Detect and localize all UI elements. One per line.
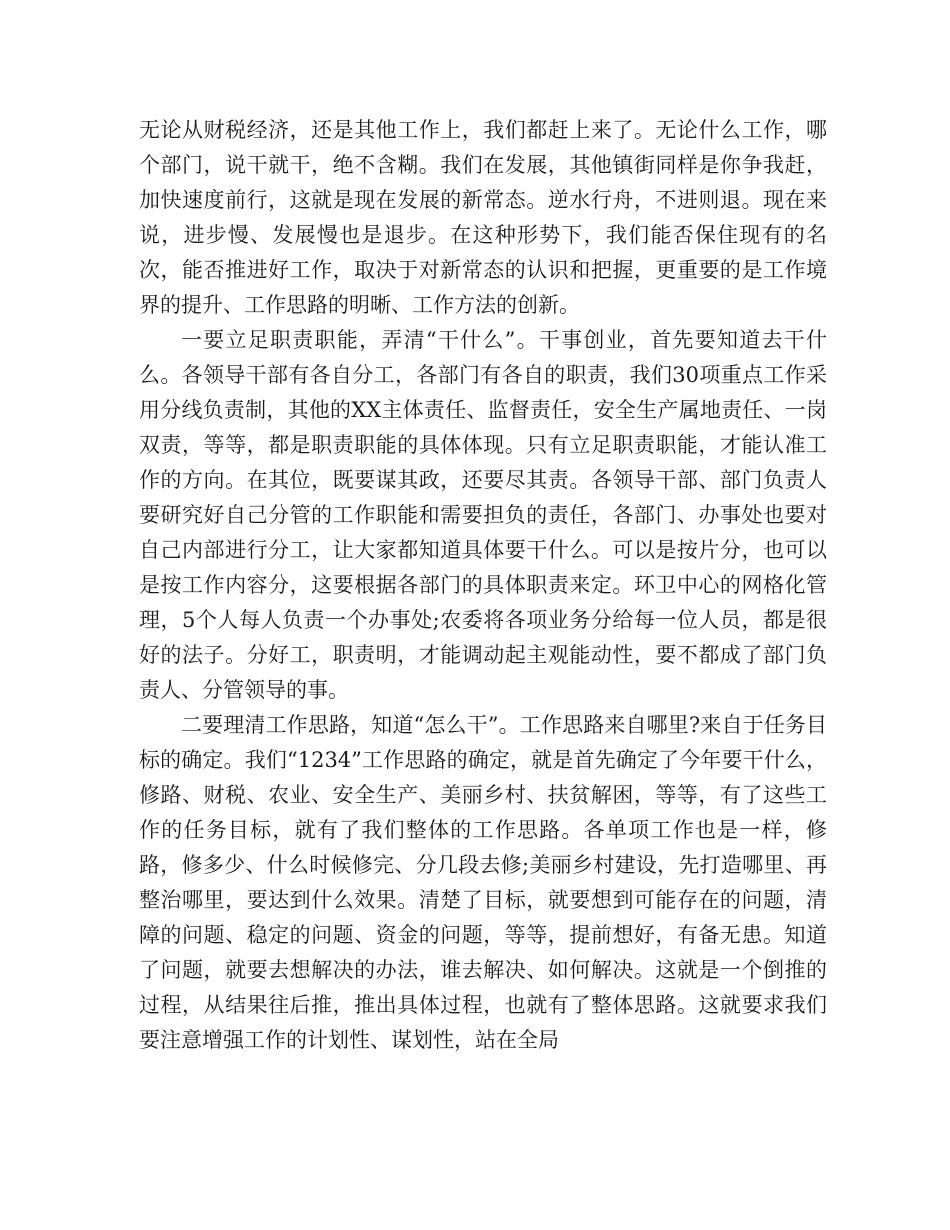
paragraph-point-two: 二要理清工作思路，知道“怎么干”。工作思路来自哪里?来自于任务目标的确定。我们“1234”工作思路的确定，就是首先确定了今年要干什么，修路、财税、农业、安全生产、美丽乡村、扶贫解困，等等，有了这些工作的任务目标，就有了我们整体的工作思路。各单项工作也是一样，修路，修多少、什么时候修完、分几段去修;美丽乡村建设，先打造哪里、再整治哪里，要达到什么效果。清楚了目标，就要想到可能存在的问题，清障的问题、稳定的问题、资金的问题，等等，提前想好，有备无患。知道了问题，就要去想解决的办法，谁去解决、如何解决。这就是一个倒推的过程，从结果往后推，推出具体过程，也就有了整体思路。这就要求我们要注意增强工作的计划性、谋划性，站在全局 bbox=[139, 713, 827, 1052]
paragraph-continued: 无论从财税经济，还是其他工作上，我们都赶上来了。无论什么工作，哪个部门，说干就干，绝不含糊。我们在发展，其他镇街同样是你争我赶，加快速度前行，这就是现在发展的新常态。逆水行舟，不进则退。现在来说，进步慢、发展慢也是退步。在这种形势下，我们能否保住现有的名次，能否推进好工作，取决于对新常态的认识和把握，更重要的是工作境界的提升、工作思路的明晰、工作方法的创新。 bbox=[139, 118, 827, 317]
document-body bbox=[139, 113, 827, 1058]
paragraph-point-one: 一要立足职责职能，弄清“干什么”。干事创业，首先要知道去干什么。各领导干部有各自分工，各部门有各自的职责，我们30项重点工作采用分线负责制，其他的XX主体责任、监督责任，安全生产属地责任、一岗双责，等等，都是职责职能的具体体现。只有立足职责职能，才能认准工作的方向。在其位，既要谋其政，还要尽其责。各领导干部、部门负责人要研究好自己分管的工作职能和需要担负的责任，各部门、办事处也要对自己内部进行分工，让大家都知道具体要干什么。可以是按片分，也可以是按工作内容分，这要根据各部门的具体职责来定。环卫中心的网格化管理，5个人每人负责一个办事处;农委将各项业务分给每一位人员，都是很好的法子。分好工，职责明，才能调动起主观能动性，要不都成了部门负责人、分管领导的事。 bbox=[139, 328, 827, 702]
